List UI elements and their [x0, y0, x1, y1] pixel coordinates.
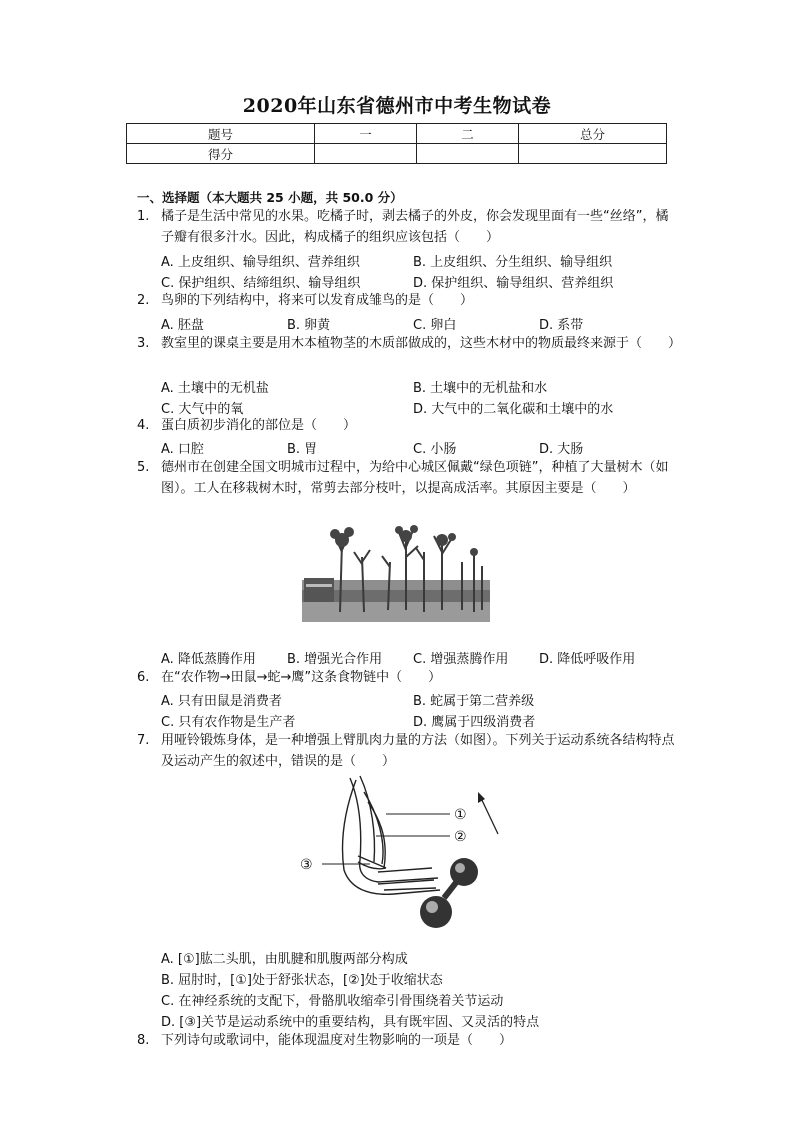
question-stem — [137, 668, 677, 689]
question-stem — [137, 334, 682, 355]
option: C. 卵白 — [413, 318, 457, 333]
question-text: 橘子是生活中常见的水果。吃橘子时，剥去橘子的外皮，你会发现里面有一些“丝络”，橘子瓣有很多汁水。因此，构成橘子的组织应该包括（ ） — [161, 209, 669, 245]
option: C. 增强蒸腾作用 — [413, 652, 509, 667]
score-table-header-row — [127, 124, 667, 144]
option: C. 在神经系统的支配下，骨骼肌收缩牵引骨围绕着关节运动 — [161, 994, 504, 1009]
question-text: 在“农作物→田鼠→蛇→鹰”这条食物链中（ ） — [161, 670, 442, 685]
section-title: 一、选择题（本大题共 25 小题，共 50.0 分） — [137, 190, 403, 205]
exam-title: 2020年山东省德州市中考生物试卷 — [242, 95, 552, 117]
question-number: 1. — [137, 209, 150, 224]
option: D. 降低呼吸作用 — [539, 652, 636, 667]
option: B. 胃 — [287, 442, 318, 457]
option: A. 只有田鼠是消费者 — [161, 694, 282, 709]
question-stem — [137, 458, 677, 499]
score-cell — [315, 144, 417, 164]
option: C. 只有农作物是生产者 — [161, 715, 296, 730]
question-text: 下列诗句或歌词中，能体现温度对生物影响的一项是（ ） — [161, 1033, 513, 1048]
score-header-cell: 题号 — [127, 124, 315, 144]
question-number: 4. — [137, 418, 150, 433]
option: A. 胚盘 — [161, 318, 204, 333]
question-stem — [137, 731, 677, 772]
option: D. 保护组织、输导组织、营养组织 — [413, 276, 614, 291]
label-2: ② — [454, 829, 467, 845]
question-text: 教室里的课桌主要是用木本植物茎的木质部做成的，这些木材中的物质最终来源于（ ） — [161, 336, 682, 351]
tree-planting-photo — [302, 522, 490, 622]
question-stem — [137, 416, 677, 437]
option: D. 鹰属于四级消费者 — [413, 715, 536, 730]
question-number: 2. — [137, 293, 150, 308]
question-number: 7. — [137, 733, 150, 748]
question-stem — [137, 207, 677, 248]
arm-dumbbell-diagram — [298, 772, 508, 930]
option: B. 土壤中的无机盐和水 — [413, 381, 548, 396]
option: B. 上皮组织、分生组织、输导组织 — [413, 255, 613, 270]
question-text: 鸟卵的下列结构中，将来可以发育成雏鸟的是（ ） — [161, 293, 474, 308]
option: C. 小肠 — [413, 442, 457, 457]
option: C. 保护组织、结缔组织、输导组织 — [161, 276, 361, 291]
option: B. 卵黄 — [287, 318, 331, 333]
option: A. [①]肱二头肌，由肌腱和肌腹两部分构成 — [161, 952, 408, 967]
option: D. [③]关节是运动系统中的重要结构，具有既牢固、又灵活的特点 — [161, 1015, 540, 1030]
score-table — [126, 123, 667, 164]
option: A. 上皮组织、输导组织、营养组织 — [161, 255, 360, 270]
question-number: 3. — [137, 336, 150, 351]
option: A. 口腔 — [161, 442, 204, 457]
option: D. 系带 — [539, 318, 584, 333]
question-text: 用哑铃锻炼身体，是一种增强上臂肌肉力量的方法（如图）。下列关于运动系统各结构特点及运动产生的叙述中，错误的是（ ） — [161, 733, 675, 769]
score-header-cell: 二 — [417, 124, 519, 144]
question-text: 德州市在创建全国文明城市过程中，为给中心城区佩戴“绿色项链”，种植了大量树木（如图）。工人在移栽树木时，常剪去部分枝叶，以提高成活率。其原因主要是（ ） — [161, 460, 669, 496]
question-text: 蛋白质初步消化的部位是（ ） — [161, 418, 357, 433]
score-row-label: 得分 — [127, 144, 315, 164]
option: B. 增强光合作用 — [287, 652, 383, 667]
option: A. 降低蒸腾作用 — [161, 652, 256, 667]
question-stem — [137, 291, 677, 312]
question-number: 8. — [137, 1033, 150, 1048]
score-header-cell: 总分 — [519, 124, 667, 144]
option: C. 大气中的氧 — [161, 402, 244, 417]
option: B. 屈肘时，[①]处于舒张状态，[②]处于收缩状态 — [161, 973, 443, 988]
question-stem — [137, 1031, 677, 1052]
score-header-cell: 一 — [315, 124, 417, 144]
score-cell — [417, 144, 519, 164]
score-cell — [519, 144, 667, 164]
label-1: ① — [454, 807, 467, 823]
label-3: ③ — [300, 857, 313, 873]
question-number: 6. — [137, 670, 150, 685]
score-table-score-row — [127, 144, 667, 164]
question-number: 5. — [137, 460, 150, 475]
option: D. 大气中的二氧化碳和土壤中的水 — [413, 402, 614, 417]
option: B. 蛇属于第二营养级 — [413, 694, 535, 709]
option: A. 土壤中的无机盐 — [161, 381, 269, 396]
option: D. 大肠 — [539, 442, 584, 457]
